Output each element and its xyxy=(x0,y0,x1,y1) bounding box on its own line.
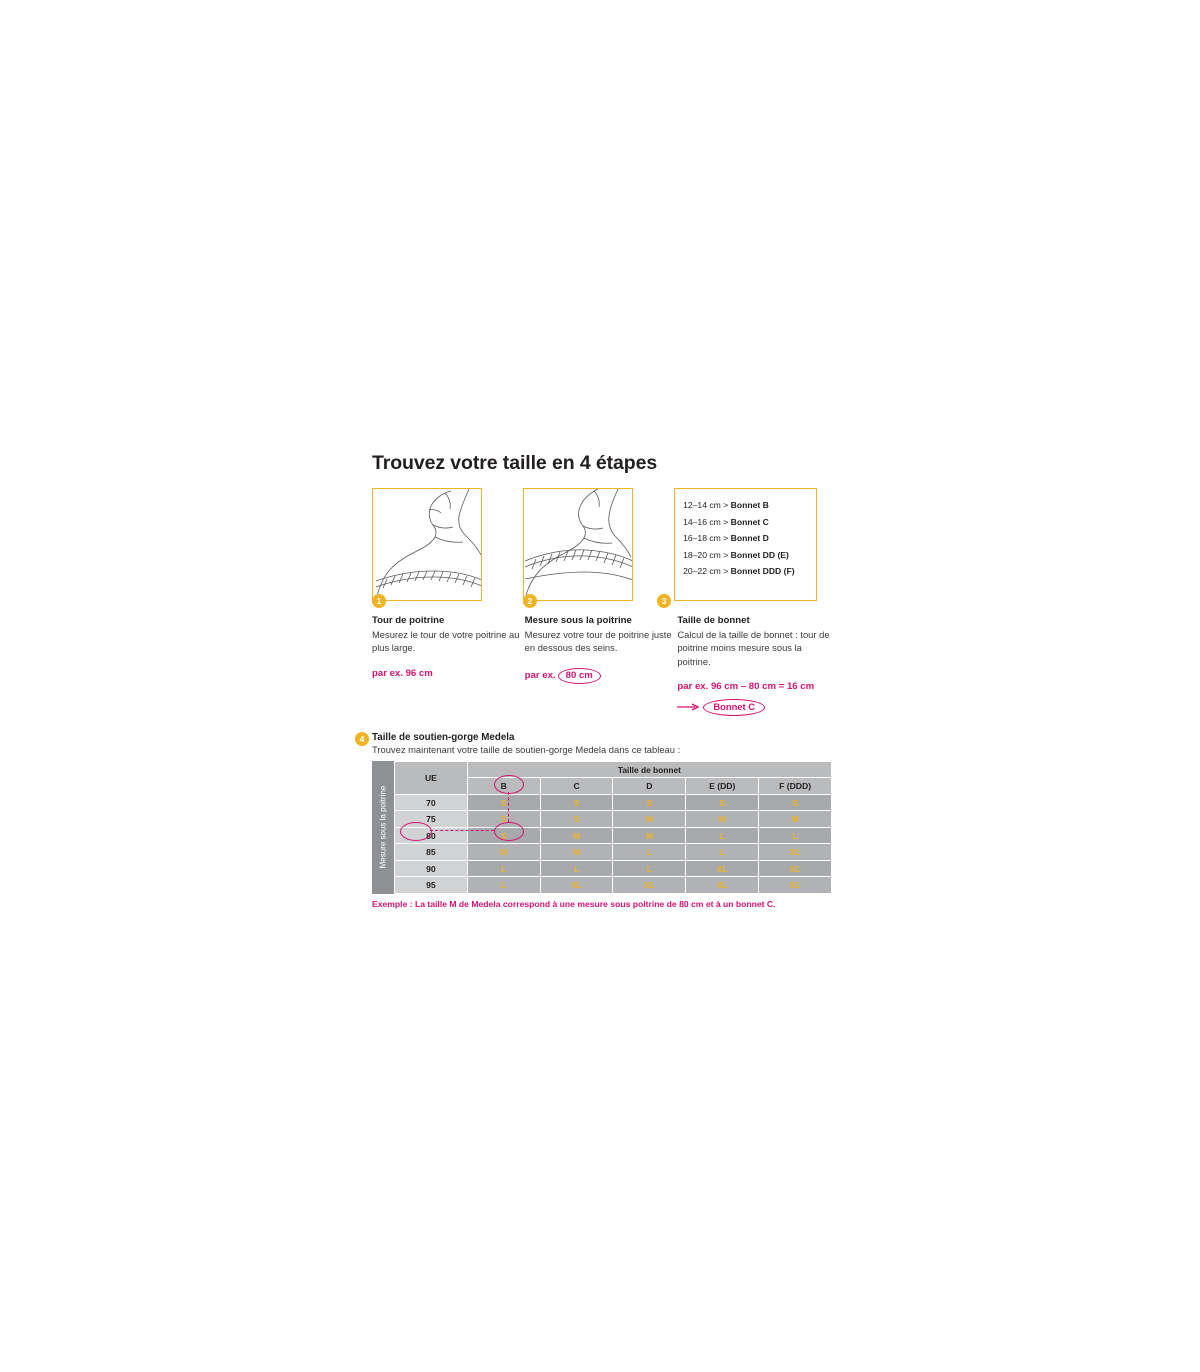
step-3-description: Calcul de la taille de bonnet : tour de poitrine moins mesure sous la poitrine. xyxy=(677,629,830,667)
step-4-heading: Taille de soutien-gorge Medela xyxy=(372,731,515,743)
cup-ref-row xyxy=(683,514,816,531)
table-group-header-row xyxy=(395,761,832,778)
cup-size-reference-box xyxy=(674,488,817,601)
table-cell: L xyxy=(467,877,540,894)
size-table-wrapper xyxy=(372,761,832,894)
step-1-text-block xyxy=(372,615,520,716)
underbust-measure-illustration xyxy=(523,488,633,601)
table-cell: XL xyxy=(686,860,759,877)
table-row xyxy=(395,827,832,844)
step-1-description: Mesurez le tour de votre poitrine au plus large. xyxy=(372,629,520,654)
table-col-header-f: F (DDD) xyxy=(759,778,832,795)
table-cell: XL xyxy=(759,844,832,861)
table-row xyxy=(395,811,832,828)
cup-ref-value: Bonnet B xyxy=(730,500,769,510)
table-row-header-80: 80 xyxy=(395,827,468,844)
step-3-result-row xyxy=(677,699,832,716)
example-note: Exemple : La taille M de Medela correspond à une mesure sous poitrine de 80 cm et à un bonnet C. xyxy=(372,898,776,909)
table-cell: M xyxy=(540,844,613,861)
step-3-result-value: Bonnet C xyxy=(703,699,765,716)
table-cell: M xyxy=(686,811,759,828)
cup-ref-separator: > xyxy=(723,533,729,543)
medela-size-table xyxy=(394,761,832,894)
cup-ref-range: 16–18 cm xyxy=(683,533,721,543)
table-row-header-85: 85 xyxy=(395,844,468,861)
step-4-block xyxy=(359,731,832,909)
table-cell: XL xyxy=(759,877,832,894)
table-cell: S xyxy=(540,794,613,811)
step-4-badge: 4 xyxy=(355,732,369,746)
step-3-text-block xyxy=(677,615,832,716)
step-1-example xyxy=(372,668,520,688)
table-cell: L xyxy=(613,844,686,861)
step-1-example-text: par ex. 96 cm xyxy=(372,667,433,679)
cup-ref-separator: > xyxy=(723,500,729,510)
step-3-example xyxy=(677,681,832,716)
table-cell: S xyxy=(540,811,613,828)
cup-ref-value: Bonnet DD (E) xyxy=(730,549,789,560)
table-group-header: Taille de bonnet xyxy=(467,761,831,778)
table-cell: S xyxy=(467,827,540,844)
table-cell: XL xyxy=(540,877,613,894)
step-1-heading: Tour de poitrine xyxy=(372,615,445,626)
step-3-badge: 3 xyxy=(657,594,671,608)
step-2-image-block xyxy=(523,488,669,606)
step-2-heading: Mesure sous la poitrine xyxy=(524,615,632,626)
table-cell: L xyxy=(686,844,759,861)
cup-ref-row xyxy=(683,547,816,564)
table-col-header-e: E (DD) xyxy=(686,778,759,795)
table-col-header-b: B xyxy=(467,778,540,795)
step-2-example-text: par ex. xyxy=(524,669,556,681)
step-4-subheading: Trouvez maintenant votre taille de soutien-gorge Medela dans ce tableau : xyxy=(372,743,681,755)
table-row xyxy=(395,860,832,877)
table-cell: XL xyxy=(759,860,832,877)
table-corner-label: UE xyxy=(395,761,468,794)
table-cell: M xyxy=(613,827,686,844)
cup-ref-range: 14–16 cm xyxy=(683,516,721,527)
table-cell: S xyxy=(467,811,540,828)
table-cell: L xyxy=(759,827,832,844)
step-3-image-block xyxy=(661,488,832,606)
cup-ref-range: 20–22 cm xyxy=(683,566,721,576)
table-col-header-d: D xyxy=(613,778,686,795)
table-row-header-70: 70 xyxy=(395,794,468,811)
table-cell: L xyxy=(540,860,613,877)
table-row xyxy=(395,844,832,861)
step-1-image-block xyxy=(372,488,518,606)
cup-ref-value: Bonnet D xyxy=(730,533,769,543)
step-2-example-value: 80 cm xyxy=(558,668,601,684)
cup-ref-value: Bonnet C xyxy=(730,516,769,527)
cup-ref-row xyxy=(683,563,816,580)
table-row-header-90: 90 xyxy=(395,860,468,877)
step-2-description: Mesurez votre tour de poitrine juste en dessous des seins. xyxy=(524,629,672,654)
table-cell: S xyxy=(467,794,540,811)
table-row xyxy=(395,877,832,894)
table-cell: L xyxy=(686,827,759,844)
step-3-example-text: par ex. 96 cm – 80 cm = 16 cm xyxy=(677,680,815,692)
table-cell: S xyxy=(613,794,686,811)
step-3-heading: Taille de bonnet xyxy=(677,615,750,626)
table-cell: S xyxy=(759,794,832,811)
cup-ref-range: 12–14 cm xyxy=(683,500,721,510)
arrow-right-icon xyxy=(677,703,699,711)
table-cell-highlight: M xyxy=(540,827,613,844)
cup-ref-separator: > xyxy=(723,566,729,576)
step-2-example xyxy=(525,668,673,688)
cup-ref-separator: > xyxy=(723,516,729,527)
table-cell: XL xyxy=(613,877,686,894)
table-cell: M xyxy=(613,811,686,828)
table-row-header-95: 95 xyxy=(395,877,468,894)
step-1-badge: 1 xyxy=(372,594,386,608)
table-cell: L xyxy=(467,860,540,877)
cup-ref-row xyxy=(683,497,816,514)
cup-ref-range: 18–20 cm xyxy=(683,549,721,560)
table-vertical-axis-text: Mesure sous la poitrine xyxy=(378,786,388,869)
table-cell: M xyxy=(467,844,540,861)
step-texts-row xyxy=(372,615,832,716)
cup-ref-separator: > xyxy=(723,549,729,560)
size-guide-sheet xyxy=(359,452,832,909)
table-cell: M xyxy=(759,811,832,828)
table-row-header-75: 75 xyxy=(395,811,468,828)
table-row xyxy=(395,794,832,811)
table-cell: S xyxy=(686,794,759,811)
step-2-text-block xyxy=(525,615,673,716)
cup-ref-value: Bonnet DDD (F) xyxy=(730,566,795,576)
cup-ref-row xyxy=(683,530,816,547)
table-vertical-axis-label xyxy=(372,761,394,894)
page-title: Trouvez votre taille en 4 étapes xyxy=(372,452,658,474)
table-cell: XL xyxy=(686,877,759,894)
bust-measure-illustration xyxy=(372,488,482,601)
table-col-header-c: C xyxy=(540,778,613,795)
table-cell: L xyxy=(613,860,686,877)
step-2-badge: 2 xyxy=(523,594,537,608)
step-images-row xyxy=(372,488,832,606)
